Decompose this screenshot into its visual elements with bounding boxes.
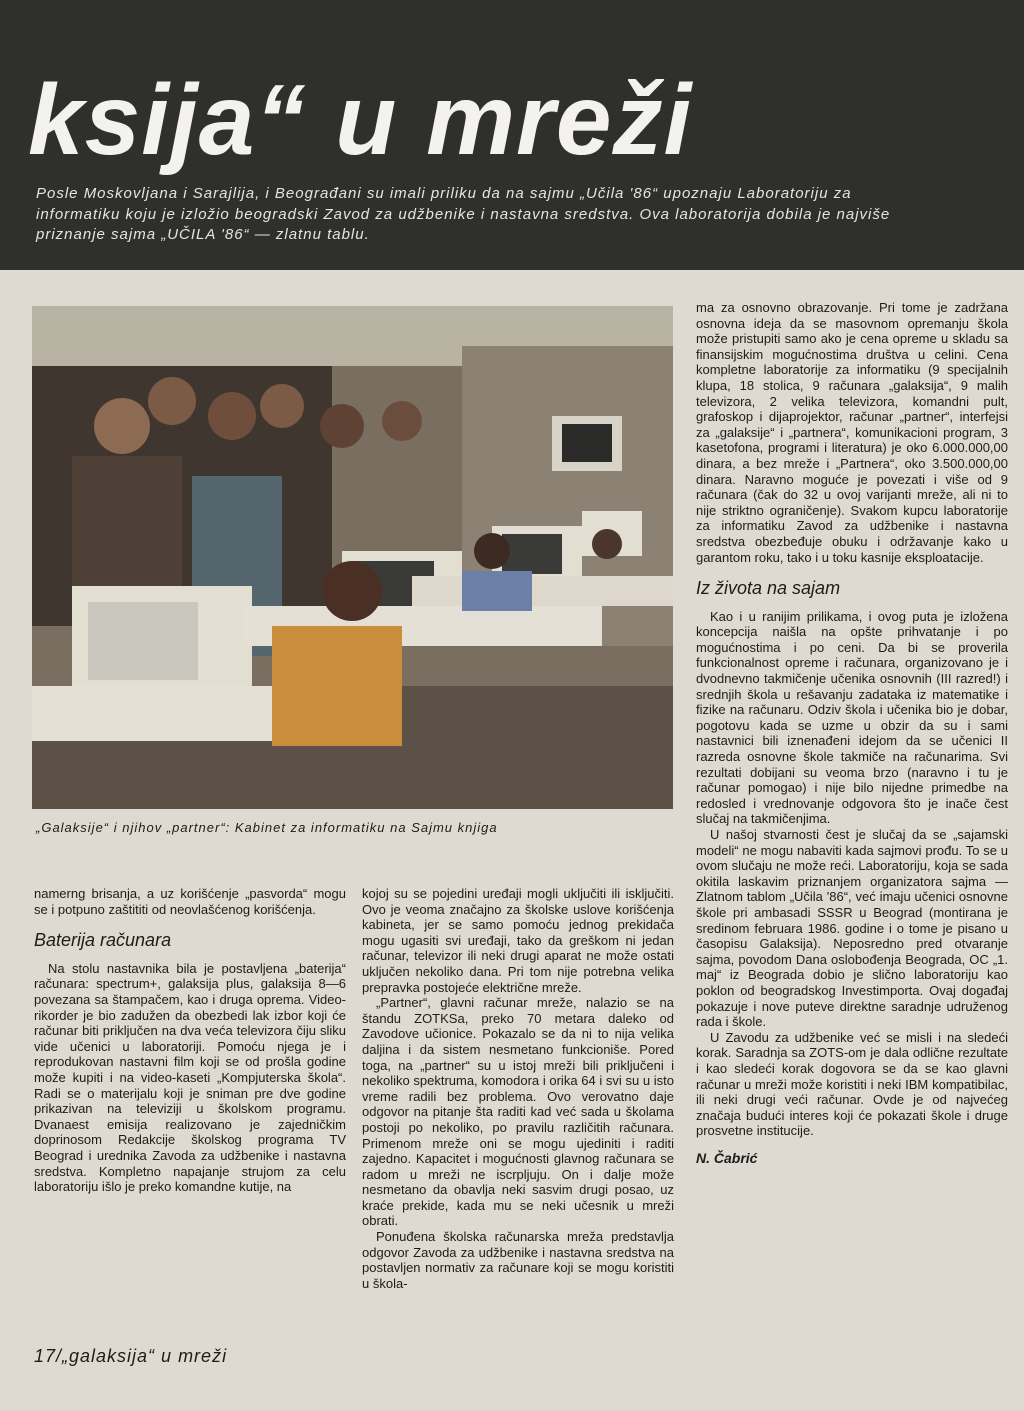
exhibition-photo-illustration (32, 306, 673, 809)
article-lead: Posle Moskovljana i Sarajlija, i Beograđani su imali priliku da na sajmu „Učila '86“ upoznaju Laboratoriju za informatiku koju je izložio beogradski Zavod za udžbenike i nastavna sredstva. Ova laboratorija dobila je najviše priznanje sajma „UČILA '86“ — zlatnu tablu. (36, 185, 891, 243)
subheading-iz-zivota: Iz života na sajam (696, 578, 841, 599)
paragraph: U Zavodu za udžbenike već se misli i na sledeći korak. Saradnja sa ZOTS-om je dala odlične rezultate i kao sledeći korak dogovora se da se kao glavni računar u mreži može koristiti i neki IBM kompatibilac, ili neki drugi veći računar. Ovde je od najvećeg značaja budući interes koji će pokazati škole i druge prosvetne institucije. (696, 1029, 1008, 1139)
article-photo (32, 306, 673, 809)
text-column-3 (696, 300, 1008, 1166)
paragraph: Kao i u ranijim prilikama, i ovog puta je izložena koncepcija naišla na opšte prihvatanje i po mogućnostima i po ceni. Da bi se proverila funkcionalnost opreme i računara, organizovano je i dvodnevno takmičenje učenika osnovnih (III razred!) i srednjih škola u rešavanju zadataka iz matematike i fizike na računaru. Odziv škola i učenika bio je dobar, pogotovu kada se uzme u obzir da su i sami nastavnici bili iznenađeni idejom da se učenici II razreda osnovne škole takmiče na računarima. Svi rezultati dobijani su veoma brzo (naravno i tu je računar pomogao) i nije bilo nijedne primedbe na redosled i vrednovanje odgovora što je inače čest slučaj na takmičenjima. (696, 608, 1008, 827)
title-banner (0, 0, 1024, 270)
paragraph: namerng brisanja, a uz korišćenje „pasvorda“ mogu se i potpuno zaštititi od neovlašćenog korišćenja. (34, 886, 346, 917)
paragraph: Na stolu nastavnika bila je postavljena „baterija“ računara: spectrum+, galaksija plus, galaksija 8—6 povezana sa štampačem, kao i druga oprema. Video-rikorder je bio zadužen da obezbedi lak izbor koji će računar biti priključen na dva veća televizora čiju sliku vide učenici u laboratoriji. Pomoću njega je i reprodukovan nastavni film koji se od prošla godine može kupiti i na video-kaseti „Kompjuterska škola“. Radi se o materijalu koji je sniman pre dve godine prikazivan na televiziji u školskom programu. Dvanaest emisija realizovano je zajedničkim doprinosom Redakcije školskog programa TV Beograd i urednika Zavoda za udžbenike i nastavna sredstva. Kompletno napajanje strujom za celu laboratoriju išlo je preko komandne kutije, na (34, 960, 346, 1195)
paragraph: „Partner“, glavni računar mreže, nalazio se na štandu ZOTKSa, preko 70 metara daleko od Zavodove učionice. Pokazalo se da ni to nija velika daljina i da sistem nesmetano funkcioniše. Pored toga, na „partner“ su u istoj mreži bili priključeni i nekoliko spektruma, komodora i orika 64 i svi su u isto vreme radili bez problema. Ovo verovatno daje odgovor na pitanje šta raditi kad već sada u školama postoji po nekoliko, po pravilu različitih računara. Primenom mreže oni se mogu ujediniti i raditi zajedno. Kapacitet i mogućnosti glavnog računara se radom u mreži ne iscrpljuju. On i dalje može nesmetano da obavlja neki sasvim drugi posao, uz kraće prekide, kada mu se neki učesnik u mreži obrati. (362, 995, 674, 1229)
paragraph: Ponuđena školska računarska mreža predstavlja odgovor Zavoda za udžbenike i nastavna sredstva na postavljen normativ za računare koji se mogu koristiti u škola- (362, 1229, 674, 1291)
paragraph: kojoj su se pojedini uređaji mogli uključiti ili isključiti. Ovo je veoma značajno za školske uslove korišćenja kabineta, jer se samo pomoću jednog prekidača mogu ugasiti svi uređaji, tako da greškom ni jedan računar, televizor ili neki drugi aparat ne može ostati uključen nekoliko dana. Pri tom nije potrebna velika prepravka postojeće električne mreže. (362, 886, 674, 995)
paragraph: U našoj stvarnosti čest je slučaj da se „sajamski modeli“ ne mogu nabaviti kada sajmovi prođu. To se u ovom slučaju ne može reći. Laboratoriju, koja se sada okitila laskavim priznanjem organizatora sajma — Zlatnom tablom „Učila '86“, već imaju učenici osnovne škole pri ambasadi SSSR u Beograd (montirana je sredinom februara 1986. godine i o tome je pisano u časopisu Galaksija). Neposredno pred otvaranje sajma, povodom Dana oslobođenja Beograda, OC „1. maj“ iz Beograda dobio je slično laboratoriju kao poklon od beogradskog Investimporta. Ovaj događaj pokazuje i nove puteve direktne saradnje udruženog rada i škole. (696, 827, 1008, 1030)
photo-caption: „Galaksije“ i njihov „partner“: Kabinet za informatiku na Sajmu knjiga (36, 820, 498, 835)
page-footer: 17/„galaksija“ u mreži (34, 1346, 228, 1366)
author-signature: N. Čabrić (696, 1149, 758, 1166)
text-column-2 (362, 886, 674, 1291)
paragraph: ma za osnovno obrazovanje. Pri tome je zadržana osnovna ideja da se masovnom opremanju škola može pristupiti samo ako je cena opreme u skladu sa finansijskim mogućnostima društva u celini. Cena kompletne laboratorije za informatiku (9 specijalnih klupa, 18 stolica, 9 računara „galaksija“, 9 malih televizora, 2 velika televizora, komandni pult, grafoskop i dijaprojektor, računar „partner“, interfejsi za „galaksije“ i „partnera“, komunikacioni program, 3 kasetofona, programi i literatura) je oko 6.000.000,00 dinara, a bez mreže i „Partnera“, oko 3.500.000,00 dinara. Naravno moguće je povezati i više od 9 računara (čak do 32 u ovoj varijanti mreže, ali ni to nije striktno ograničenje). Svakom kupcu laboratorije za informatiku Zavod za udžbenike i nastavna sredstva obezbeđuje obuku i održavanje kako u garantom roku, tako i u toku kasnije eksploatacije. (696, 300, 1008, 565)
article-title: ksija“ u mreži (28, 64, 693, 176)
text-column-1 (34, 886, 346, 1195)
subheading-baterija: Baterija računara (34, 930, 172, 951)
